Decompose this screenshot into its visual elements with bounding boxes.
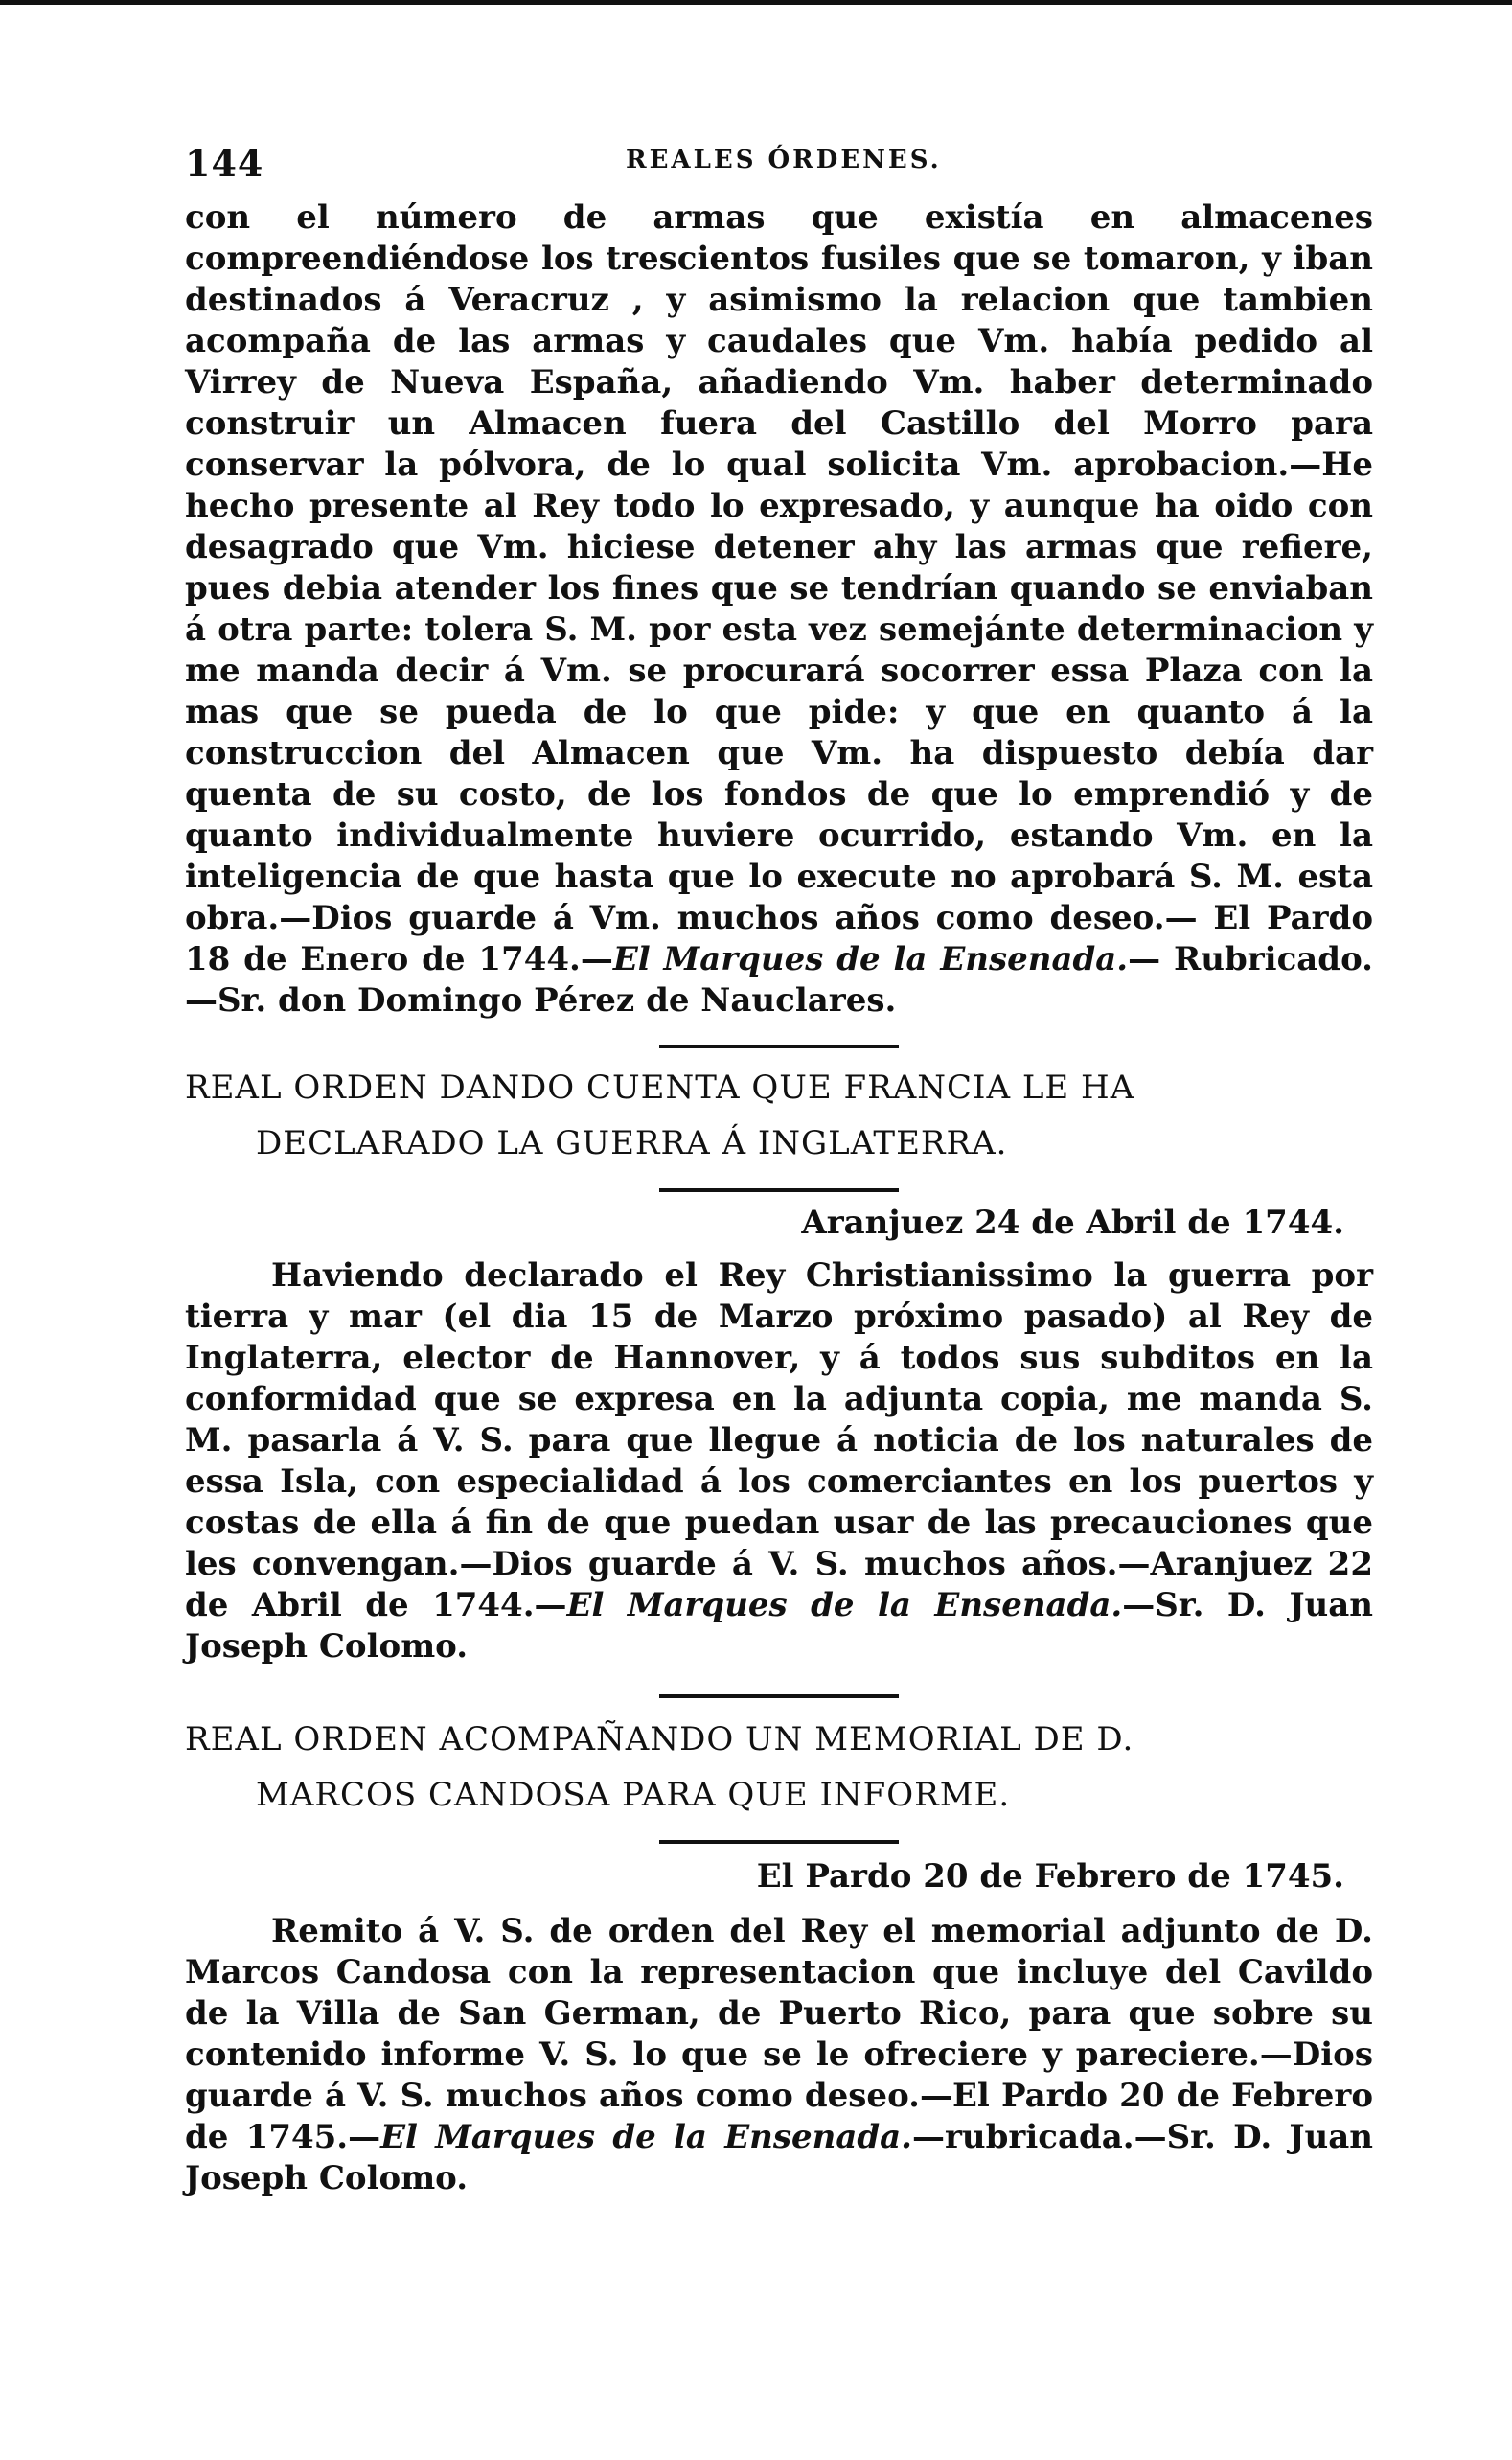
running-head: REALES ÓRDENES.	[626, 146, 942, 174]
section1-paragraph	[185, 197, 1373, 1022]
section3-title-line2: MARCOS CANDOSA PARA QUE INFORME.	[256, 1776, 1011, 1814]
top-border-rule	[0, 0, 1512, 5]
section2-paragraph	[185, 1255, 1373, 1667]
section-divider	[659, 1045, 899, 1048]
page-number: 144	[185, 142, 264, 185]
title-divider	[659, 1188, 899, 1192]
document-page	[185, 134, 1373, 2199]
section2-title-line1: REAL ORDEN DANDO CUENTA QUE FRANCIA LE HA	[185, 1069, 1135, 1107]
section2-title-line2: DECLARADO LA GUERRA Á INGLATERRA.	[256, 1124, 1008, 1162]
section3-title	[185, 1712, 1373, 1823]
section1-text: con el número de armas que existía en almacenes compreendiéndose los trescientos fusiles que se tomaron, y iban destinados á Veracruz , y asimismo la relacion que tambien acompaña de las armas y caudales que Vm. había pedido al Virrey de Nueva España, añadiendo Vm. haber determinado construir un Almacen fuera del Castillo del Morro para conservar la pólvora, de lo qual solicita Vm. aprobacion.—He hecho presente al Rey todo lo expresado, y aunque ha oido con desagrado que Vm. hiciese detener ahy las armas que refiere, pues debia atender los fines que se tendrían quando se enviaban á otra parte: tolera S. M. por esta vez semejánte determinacion y me manda decir á Vm. se procurará socorrer essa Plaza con la mas que se pueda de lo que pide: y que en quanto á la construccion del Almacen que Vm. ha dispuesto debía dar quenta de su costo, de los fondos de que lo emprendió y de quanto individualmente huviere ocurrido, estando Vm. en la inteligencia de que hasta que lo execute no aprobará S. M. esta obra.—Dios guarde á Vm. muchos años como deseo.— El Pardo 18 de Enero de 1744.—	[185, 198, 1373, 978]
section3-closing: —rubricada.—Sr. D. Juan Joseph Colomo.	[185, 2118, 1373, 2197]
section2-dateline: Aranjuez 24 de Abril de 1744.	[801, 1204, 1344, 1242]
section-divider	[659, 1694, 899, 1698]
section3-dateline: El Pardo 20 de Febrero de 1745.	[756, 1857, 1344, 1896]
section3-paragraph	[185, 1911, 1373, 2199]
title-divider	[659, 1840, 899, 1844]
section3-text: Remito á V. S. de orden del Rey el memorial adjunto de D. Marcos Candosa con la representacion que incluye del Cavildo de la Villa de San German, de Puerto Rico, para que sobre su contenido informe V. S. lo que se le ofreciere y pareciere.—Dios guarde á V. S. muchos años como deseo.—El Pardo 20 de Febrero de 1745.—	[185, 1912, 1373, 2156]
section1-closing: — Rubricado.—Sr. don Domingo Pérez de Nauclares.	[185, 940, 1373, 1020]
section2-signature: El Marques de la Ensenada.	[566, 1586, 1123, 1624]
section3-signature: El Marques de la Ensenada.	[380, 2118, 913, 2156]
section1-signature: El Marques de la Ensenada.	[612, 940, 1129, 978]
section2-text: Haviendo declarado el Rey Christianissimo la guerra por tierra y mar (el dia 15 de Marzo próximo pasado) al Rey de Inglaterra, elector de Hannover, y á todos sus subditos en la conformidad que se expresa en la adjunta copia, me manda S. M. pasarla á V. S. para que llegue á noticia de los naturales de essa Isla, con especialidad á los comerciantes en los puertos y costas de ella á fin de que puedan usar de las precauciones que les convengan.—Dios guarde á V. S. muchos años.—Aranjuez 22 de Abril de 1744.—	[185, 1256, 1373, 1624]
page-header	[185, 134, 1373, 192]
section3-title-line1: REAL ORDEN ACOMPAÑANDO UN MEMORIAL DE D.	[185, 1720, 1134, 1759]
section2-title	[185, 1060, 1373, 1171]
section2-closing: —Sr. D. Juan Joseph Colomo.	[185, 1586, 1373, 1666]
